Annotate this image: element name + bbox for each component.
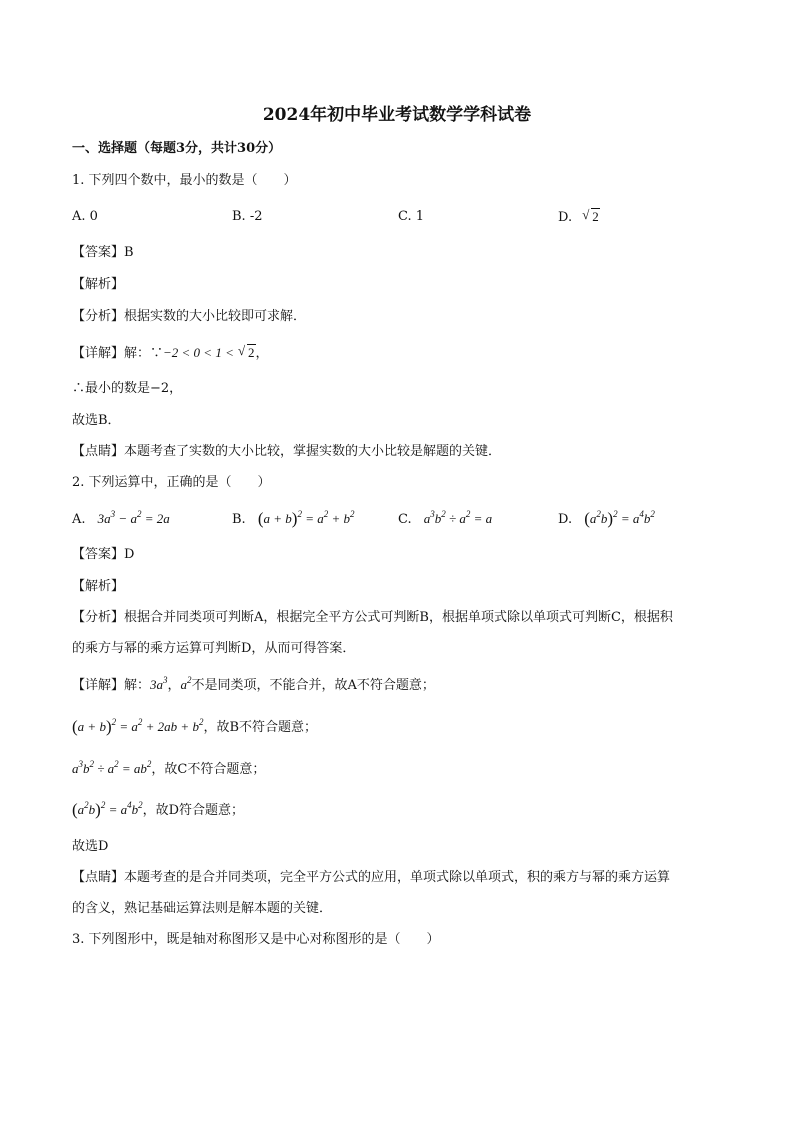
q2-fenxi-line-2: 的乘方与幂的乘方运算可判断D，从而可得答案． <box>72 641 356 656</box>
q2-detail-2: $(a + b)^2 = a^2 + 2ab + b^2$，故B不符合题意； <box>72 717 318 736</box>
q2-option-a: A. $3a^3 - a^2 = 2a$ <box>72 509 170 527</box>
question-3-stem: 3. 下列图形中，既是轴对称图形又是中心对称图形的是（ ） <box>72 932 440 947</box>
q1-option-a: A. 0 <box>72 209 98 224</box>
q2-detail-1: 【详解】解：$3a^3$，$a^2$不是同类项，不能合并，故A不符合题意； <box>72 675 435 693</box>
q1-answer: 【答案】B <box>72 245 134 260</box>
q2-jiexi: 【解析】 <box>72 579 125 594</box>
q2-fenxi-line-1: 【分析】根据合并同类项可判断A，根据完全平方公式可判断B，根据单项式除以单项式可判断C，根据积 <box>72 610 673 625</box>
page-title: 2024年初中毕业考试数学学科试卷 <box>262 105 532 125</box>
q2-dianjing-line-1: 【点睛】本题考查的是合并同类项，完全平方公式的应用，单项式除以单项式，积的乘方与幂的乘方运算 <box>72 870 671 885</box>
q1-jiexi: 【解析】 <box>72 277 125 292</box>
sqrt-expression: √ 2 <box>582 207 599 224</box>
q1-option-d <box>558 208 600 227</box>
sqrt-expression: √ 2 <box>238 343 255 360</box>
question-2-stem: 2. 下列运算中，正确的是（ ） <box>72 475 271 490</box>
q1-option-b: B. -2 <box>232 209 263 224</box>
q1-detail: 【详解】解：∵−2 < 0 < 1 < √ 2， <box>72 343 269 361</box>
q2-answer: 【答案】D <box>72 547 135 562</box>
q2-detail-4: $(a^2b)^2 = a^4b^2$，故D符合题意； <box>72 800 245 819</box>
q2-detail-3: $a^3b^2 \div a^2 = ab^2$，故C不符合题意； <box>72 759 266 777</box>
q2-option-c: C. $a^3b^2 \div a^2 = a$ <box>398 509 493 527</box>
q1-option-d-label: D. <box>558 210 573 225</box>
q2-choose: 故选D <box>72 839 109 854</box>
q1-fenxi: 【分析】根据实数的大小比较即可求解． <box>72 309 307 324</box>
q1-option-c: C. 1 <box>398 209 425 224</box>
q2-dianjing-line-2: 的含义，熟记基础运算法则是解本题的关键． <box>72 901 333 916</box>
q1-conclusion: ∴最小的数是−2， <box>72 381 183 396</box>
q2-option-d: D. $(a^2b)^2 = a^4b^2$ <box>558 509 655 528</box>
question-1-stem: 1. 下列四个数中，最小的数是（ ） <box>72 173 297 188</box>
q1-dianjing: 【点睛】本题考查了实数的大小比较，掌握实数的大小比较是解题的关键． <box>72 444 502 459</box>
section-heading: 一、选择题（每题3分，共计30分） <box>72 141 282 156</box>
q2-option-b: B. $(a + b)^2 = a^2 + b^2$ <box>232 509 355 528</box>
q1-choose: 故选B． <box>72 413 121 428</box>
